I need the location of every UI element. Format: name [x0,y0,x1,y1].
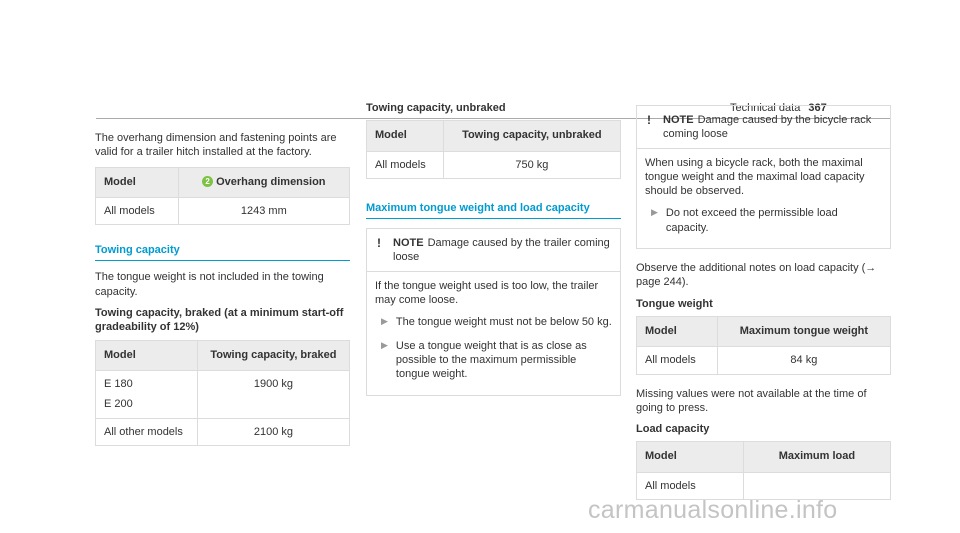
callout-number-icon: 2 [202,176,213,187]
table-header-row [96,340,350,370]
table-header-row [96,167,350,197]
note-text: When using a bicycle rack, both the maximal tongue weight and the maximal load capacity should be observed. [645,156,865,198]
max-tongue-weight-title: Maximum tongue weight and load capacity [366,201,621,219]
column-header-overhang [178,167,349,197]
cell-value: 750 kg [443,151,620,178]
cell-model: All other models [96,418,198,445]
cell-value: 1243 mm [178,197,349,224]
load-capacity-subhead: Load capacity [636,423,710,436]
column-header-model: Model [367,121,444,151]
table-header-row [367,121,621,151]
column-1 [95,131,350,454]
model-e180: E 180 [104,377,133,390]
model-e200: E 200 [104,398,133,411]
note-header [367,229,620,272]
table-header-row [637,316,891,346]
list-item [375,315,612,329]
bullet-text: Do not exceed the permissible load capacity. [665,207,838,234]
cell-value: 1900 kg [197,370,349,418]
column-header-max-load: Maximum load [743,442,890,472]
overhang-table [95,167,350,226]
column-3 [636,105,891,508]
note-title: NOTE [393,237,424,250]
towing-capacity-title: Towing capacity [95,243,350,261]
note-text: If the tongue weight used is too low, the trailer may come loose. [375,279,599,307]
table-row [96,370,350,418]
braked-table [95,340,350,446]
towing-capacity-text: The tongue weight is not included in the towing capacity. [95,271,324,298]
list-item [375,339,612,382]
column-header-model: Model [637,442,744,472]
note-title: NOTE [663,114,694,126]
braked-subhead: Towing capacity, braked (at a minimum start-off gradeability of 12%) [95,307,344,334]
bullet-text: Use a tongue weight that is as close as possible to the maximum permissible tongue weight. [395,339,587,381]
bullet-text: The tongue weight must not be below 50 kg. [395,316,612,329]
tongue-weight-table [636,316,891,375]
cell-model: All models [367,151,444,178]
note-head-text: Damage caused by the trailer coming loose [393,237,610,264]
note-body [637,149,890,248]
watermark-text: carmanualsonline.info [588,496,838,524]
triangle-bullet-icon: ▶ [651,207,658,218]
column-header-max-tongue-weight: Maximum tongue weight [717,316,890,346]
overhang-intro: The overhang dimension and fastening points are valid for a trailer hitch installed at the factory. [95,132,337,159]
note-box [636,105,891,249]
unbraked-table [366,120,621,179]
column-header-towing-unbraked: Towing capacity, unbraked [443,121,620,151]
list-item [645,206,882,235]
triangle-bullet-icon: ▶ [381,316,388,327]
column-2 [366,101,621,408]
note-head-text: Damage caused by the bicycle rack coming loose [663,114,872,141]
missing-values-text: Missing values were not available at the time of going to press. [636,387,867,414]
table-row [96,418,350,445]
tongue-weight-subhead: Tongue weight [636,297,713,310]
cell-model: All models [96,197,179,224]
cell-model: All models [637,472,744,499]
load-capacity-table [636,441,891,500]
note-box [366,228,621,395]
cell-value: 84 kg [717,347,890,374]
note-body [367,272,620,395]
section-name: Technical data [730,102,801,114]
unbraked-subhead: Towing capacity, unbraked [366,102,506,114]
triangle-bullet-icon: ▶ [381,339,388,350]
column-header-towing-braked: Towing capacity, braked [197,340,349,370]
table-row [96,197,350,224]
table-row [637,347,891,374]
warning-icon: ! [377,236,381,251]
table-header-row [637,442,891,472]
column-header-model: Model [96,167,179,197]
observe-notes-text: Observe the additional notes on load capacity (→ page 244). [636,262,877,289]
table-row [367,151,621,178]
note-header [637,106,890,149]
cell-model: All models [637,347,718,374]
page-number: 367 [808,102,827,114]
warning-icon: ! [647,113,651,127]
column-header-model: Model [637,316,718,346]
cell-value: 2100 kg [197,418,349,445]
overhang-header-label: Overhang dimension [216,175,326,188]
cell-model [96,370,198,418]
column-header-model: Model [96,340,198,370]
